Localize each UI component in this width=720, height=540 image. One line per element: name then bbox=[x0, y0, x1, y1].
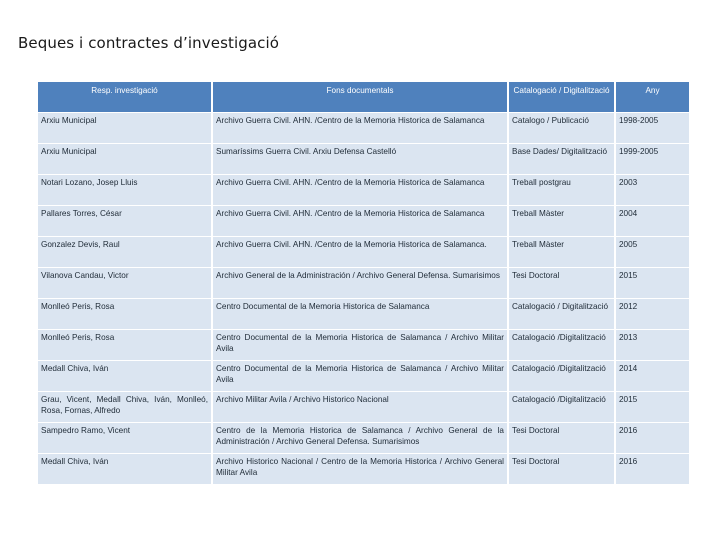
table-row bbox=[37, 454, 690, 485]
cell-any: 2004 bbox=[615, 206, 690, 237]
table-header-row bbox=[37, 82, 690, 113]
cell-cat: Catalogació /Digitalització bbox=[508, 361, 615, 392]
table-row bbox=[37, 206, 690, 237]
cell-cat: Treball postgrau bbox=[508, 175, 615, 206]
table-row bbox=[37, 144, 690, 175]
cell-resp: Notari Lozano, Josep Lluis bbox=[37, 175, 212, 206]
cell-any: 2015 bbox=[615, 268, 690, 299]
cell-any: 2012 bbox=[615, 299, 690, 330]
table-row bbox=[37, 392, 690, 423]
cell-fons: Centro de la Memoria Historica de Salamanca / Archivo General de la Administración / Archivo General Defensa. Sumarisimos bbox=[212, 423, 508, 454]
cell-cat: Treball Màster bbox=[508, 237, 615, 268]
cell-resp: Vilanova Candau, Victor bbox=[37, 268, 212, 299]
cell-resp: Gonzalez Devis, Raul bbox=[37, 237, 212, 268]
cell-fons: Archivo Historico Nacional / Centro de la Memoria Historica / Archivo General Militar Avila bbox=[212, 454, 508, 485]
header-fons: Fons documentals bbox=[212, 82, 508, 113]
table-row bbox=[37, 175, 690, 206]
table-row bbox=[37, 113, 690, 144]
table-row bbox=[37, 361, 690, 392]
cell-resp: Medall Chiva, Iván bbox=[37, 361, 212, 392]
cell-resp: Sampedro Ramo, Vicent bbox=[37, 423, 212, 454]
cell-any: 1999-2005 bbox=[615, 144, 690, 175]
cell-resp: Pallares Torres, César bbox=[37, 206, 212, 237]
cell-cat: Tesi Doctoral bbox=[508, 423, 615, 454]
cell-cat: Tesi Doctoral bbox=[508, 268, 615, 299]
cell-any: 2003 bbox=[615, 175, 690, 206]
cell-fons: Archivo General de la Administración / Archivo General Defensa. Sumarisimos bbox=[212, 268, 508, 299]
cell-cat: Catalogació /Digitalització bbox=[508, 392, 615, 423]
cell-fons: Centro Documental de la Memoria Historica de Salamanca / Archivo Militar Avila bbox=[212, 330, 508, 361]
header-cat: Catalogació / Digitalització bbox=[508, 82, 615, 113]
cell-cat: Base Dades/ Digitalització bbox=[508, 144, 615, 175]
header-any: Any bbox=[615, 82, 690, 113]
cell-cat: Catalogació / Digitalització bbox=[508, 299, 615, 330]
cell-fons: Archivo Guerra Civil. AHN. /Centro de la Memoria Historica de Salamanca bbox=[212, 175, 508, 206]
cell-cat: Catalogo / Publicació bbox=[508, 113, 615, 144]
cell-fons: Centro Documental de la Memoria Historica de Salamanca bbox=[212, 299, 508, 330]
page-title: Beques i contractes d’investigació bbox=[18, 34, 280, 52]
table-row bbox=[37, 330, 690, 361]
cell-cat: Treball Màster bbox=[508, 206, 615, 237]
cell-any: 2014 bbox=[615, 361, 690, 392]
cell-resp: Arxiu Municipal bbox=[37, 113, 212, 144]
cell-resp: Monlleó Peris, Rosa bbox=[37, 299, 212, 330]
cell-cat: Catalogació /Digitalització bbox=[508, 330, 615, 361]
cell-fons: Archivo Militar Avila / Archivo Historico Nacional bbox=[212, 392, 508, 423]
table-row bbox=[37, 268, 690, 299]
cell-fons: Archivo Guerra Civil. AHN. /Centro de la Memoria Historica de Salamanca. bbox=[212, 237, 508, 268]
cell-any: 2015 bbox=[615, 392, 690, 423]
header-resp: Resp. investigació bbox=[37, 82, 212, 113]
table-row bbox=[37, 237, 690, 268]
cell-any: 2016 bbox=[615, 423, 690, 454]
cell-fons: Archivo Guerra Civil. AHN. /Centro de la Memoria Historica de Salamanca bbox=[212, 113, 508, 144]
cell-resp: Monlleó Peris, Rosa bbox=[37, 330, 212, 361]
cell-resp: Medall Chiva, Iván bbox=[37, 454, 212, 485]
cell-resp: Grau, Vicent, Medall Chiva, Iván, Monlleó, Rosa, Fornas, Alfredo bbox=[37, 392, 212, 423]
grants-table bbox=[36, 81, 691, 485]
table-row bbox=[37, 423, 690, 454]
cell-cat: Tesi Doctoral bbox=[508, 454, 615, 485]
cell-fons: Archivo Guerra Civil. AHN. /Centro de la Memoria Historica de Salamanca bbox=[212, 206, 508, 237]
cell-fons: Sumaríssims Guerra Civil. Arxiu Defensa Castelló bbox=[212, 144, 508, 175]
cell-any: 2013 bbox=[615, 330, 690, 361]
cell-resp: Arxiu Municipal bbox=[37, 144, 212, 175]
table-row bbox=[37, 299, 690, 330]
cell-any: 1998-2005 bbox=[615, 113, 690, 144]
cell-any: 2005 bbox=[615, 237, 690, 268]
cell-any: 2016 bbox=[615, 454, 690, 485]
cell-fons: Centro Documental de la Memoria Historica de Salamanca / Archivo Militar Avila bbox=[212, 361, 508, 392]
